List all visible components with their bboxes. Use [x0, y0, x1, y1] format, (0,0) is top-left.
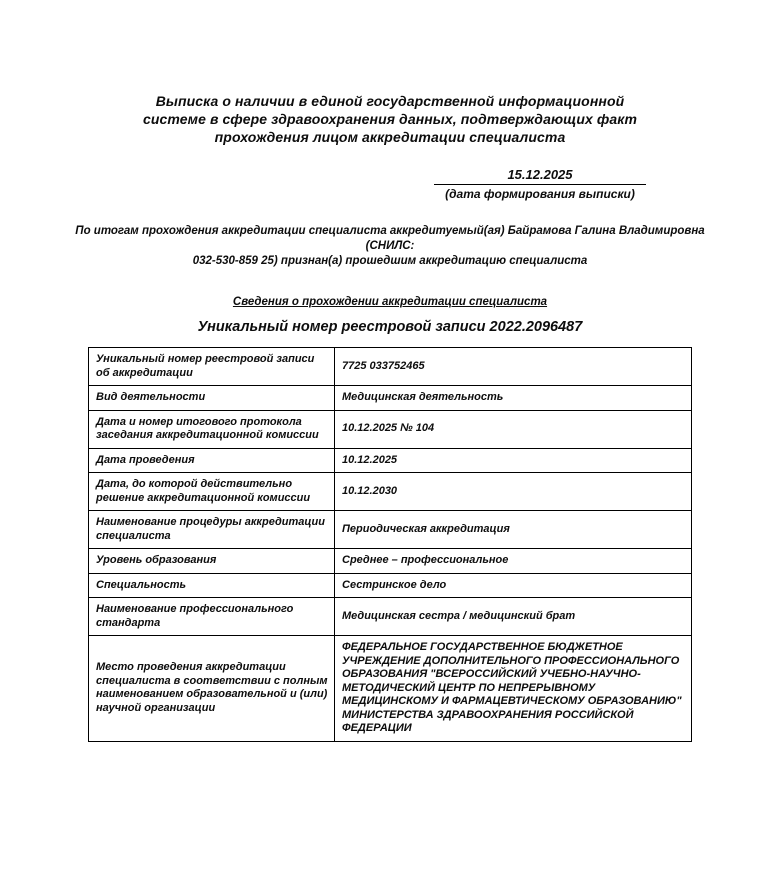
row-label-cell: Наименование профессионального стандарта [89, 598, 335, 636]
table-row [89, 448, 692, 473]
section-heading: Сведения о прохождении аккредитации специалиста [232, 296, 548, 308]
row-value-cell: Периодическая аккредитация [335, 511, 692, 549]
document-title-line-3: прохождения лицом аккредитации специалиста [214, 129, 566, 145]
registry-number-line: Уникальный номер реестровой записи 2022.2096487 [197, 319, 583, 335]
table-row [89, 636, 692, 742]
table-row [89, 348, 692, 386]
accreditation-summary [70, 224, 710, 269]
table-row [89, 410, 692, 448]
row-label-cell: Уникальный номер реестровой записи об аккредитации [89, 348, 335, 386]
issue-date-value: 15.12.2025 [434, 167, 646, 185]
issue-date-caption: (дата формирования выписки) [445, 187, 635, 201]
row-label-cell: Уровень образования [89, 549, 335, 574]
row-value-cell: 7725 033752465 [335, 348, 692, 386]
row-value-cell: 10.12.2025 [335, 448, 692, 473]
row-label-cell: Специальность [89, 573, 335, 598]
row-value-cell: 10.12.2030 [335, 473, 692, 511]
table-row [89, 473, 692, 511]
issue-date-block [434, 167, 646, 201]
row-value-cell: Среднее – профессиональное [335, 549, 692, 574]
document-title [0, 92, 780, 146]
row-value-cell: ФЕДЕРАЛЬНОЕ ГОСУДАРСТВЕННОЕ БЮДЖЕТНОЕ УЧРЕЖДЕНИЕ ДОПОЛНИТЕЛЬНОГО ПРОФЕССИОНАЛЬНОГО ОБРАЗОВАНИЯ "ВСЕРОССИЙСКИЙ УЧЕБНО-НАУЧНО-МЕТОДИЧЕСКИЙ ЦЕНТР ПО НЕПРЕРЫВНОМУ МЕДИЦИНСКОМУ И ФАРМАЦЕВТИЧЕСКОМУ ОБРАЗОВАНИЮ" МИНИСТЕРСТВА ЗДРАВООХРАНЕНИЯ РОССИЙСКОЙ ФЕДЕРАЦИИ [335, 636, 692, 742]
table-row [89, 549, 692, 574]
accreditation-summary-line-2: 032-530-859 25) признан(а) прошедшим аккредитацию специалиста [192, 255, 588, 267]
document-title-line-1: Выписка о наличии в единой государственной информационной [155, 93, 625, 109]
row-label-cell: Место проведения аккредитации специалиста в соответствии с полным наименованием образовательной и (или) научной организации [89, 636, 335, 742]
accreditation-table [88, 347, 692, 742]
row-value-cell: 10.12.2025 № 104 [335, 410, 692, 448]
table-row [89, 386, 692, 411]
row-label-cell: Вид деятельности [89, 386, 335, 411]
document-title-line-2: системе в сфере здравоохранения данных, подтверждающих факт [142, 111, 637, 127]
table-row [89, 573, 692, 598]
row-label-cell: Дата проведения [89, 448, 335, 473]
accreditation-summary-line-1: По итогам прохождения аккредитации специалиста аккредитуемый(ая) Байрамова Галина Владимировна (СНИЛС: [75, 225, 705, 252]
row-value-cell: Сестринское дело [335, 573, 692, 598]
row-label-cell: Наименование процедуры аккредитации специалиста [89, 511, 335, 549]
table-row [89, 598, 692, 636]
row-label-cell: Дата, до которой действительно решение аккредитационной комиссии [89, 473, 335, 511]
row-value-cell: Медицинская сестра / медицинский брат [335, 598, 692, 636]
row-label-cell: Дата и номер итогового протокола заседания аккредитационной комиссии [89, 410, 335, 448]
table-row [89, 511, 692, 549]
row-value-cell: Медицинская деятельность [335, 386, 692, 411]
